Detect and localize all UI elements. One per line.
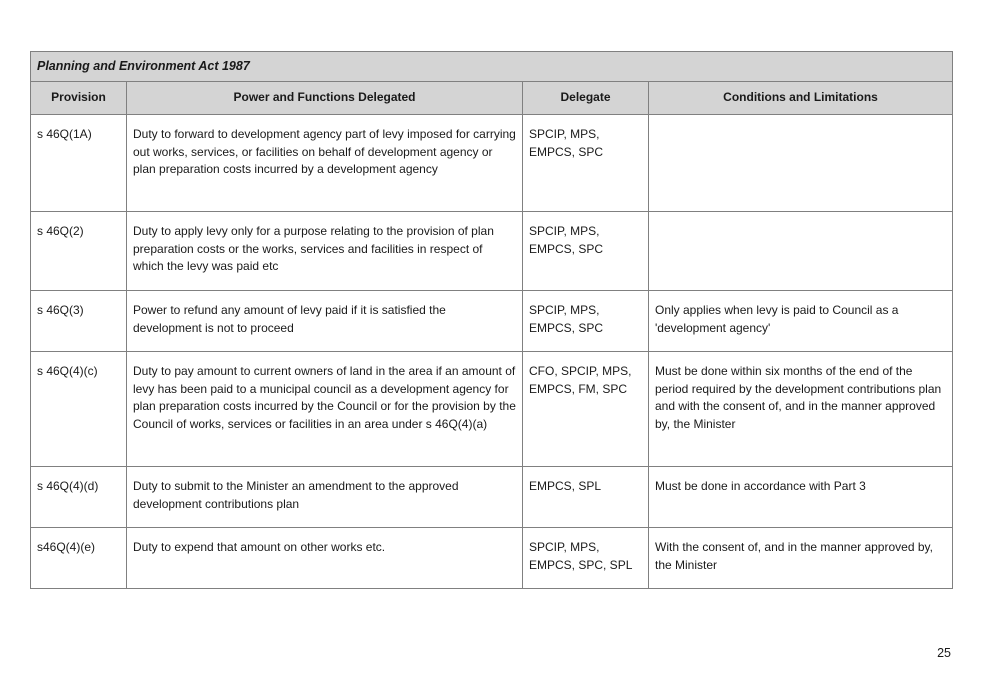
- power-cell: Duty to forward to development agency part of levy imposed for carrying out works, services, or facilities on behalf of development agency or plan preparation costs incurred by a development agency: [127, 115, 523, 212]
- page-number: 25: [937, 646, 951, 660]
- table-row: [31, 115, 953, 212]
- table-row: [31, 291, 953, 352]
- provision-cell: s 46Q(2): [31, 212, 127, 291]
- act-title-row: [31, 52, 953, 82]
- conditions-cell: Only applies when levy is paid to Council as a 'development agency': [649, 291, 953, 352]
- delegate-cell: SPCIP, MPS, EMPCS, SPC: [523, 115, 649, 212]
- column-header-conditions: Conditions and Limitations: [649, 82, 953, 115]
- provision-cell: s 46Q(4)(d): [31, 467, 127, 528]
- provision-cell: s46Q(4)(e): [31, 528, 127, 589]
- delegate-cell: SPCIP, MPS, EMPCS, SPC, SPL: [523, 528, 649, 589]
- table-row: [31, 212, 953, 291]
- column-header-delegate: Delegate: [523, 82, 649, 115]
- conditions-cell: With the consent of, and in the manner approved by, the Minister: [649, 528, 953, 589]
- delegation-table: [30, 51, 953, 589]
- delegate-cell: SPCIP, MPS, EMPCS, SPC: [523, 291, 649, 352]
- provision-cell: s 46Q(3): [31, 291, 127, 352]
- conditions-cell: [649, 212, 953, 291]
- power-cell: Duty to expend that amount on other works etc.: [127, 528, 523, 589]
- column-header-provision: Provision: [31, 82, 127, 115]
- act-title: Planning and Environment Act 1987: [31, 52, 953, 82]
- column-header-power: Power and Functions Delegated: [127, 82, 523, 115]
- conditions-cell: Must be done in accordance with Part 3: [649, 467, 953, 528]
- power-cell: Power to refund any amount of levy paid if it is satisfied the development is not to proceed: [127, 291, 523, 352]
- power-cell: Duty to pay amount to current owners of land in the area if an amount of levy has been paid to a municipal council as a development agency for plan preparation costs incurred by the Council or for the provision by the Council of works, services or facilities in an area under s 46Q(4)(a): [127, 352, 523, 467]
- delegate-cell: CFO, SPCIP, MPS, EMPCS, FM, SPC: [523, 352, 649, 467]
- power-cell: Duty to submit to the Minister an amendment to the approved development contributions plan: [127, 467, 523, 528]
- table-row: [31, 467, 953, 528]
- conditions-cell: Must be done within six months of the end of the period required by the development contributions plan and with the consent of, and in the manner approved by, the Minister: [649, 352, 953, 467]
- column-header-row: [31, 82, 953, 115]
- delegate-cell: SPCIP, MPS, EMPCS, SPC: [523, 212, 649, 291]
- provision-cell: s 46Q(4)(c): [31, 352, 127, 467]
- table-row: [31, 352, 953, 467]
- provision-cell: s 46Q(1A): [31, 115, 127, 212]
- table-row: [31, 528, 953, 589]
- delegate-cell: EMPCS, SPL: [523, 467, 649, 528]
- power-cell: Duty to apply levy only for a purpose relating to the provision of plan preparation costs or the works, services and facilities in respect of which the levy was paid etc: [127, 212, 523, 291]
- conditions-cell: [649, 115, 953, 212]
